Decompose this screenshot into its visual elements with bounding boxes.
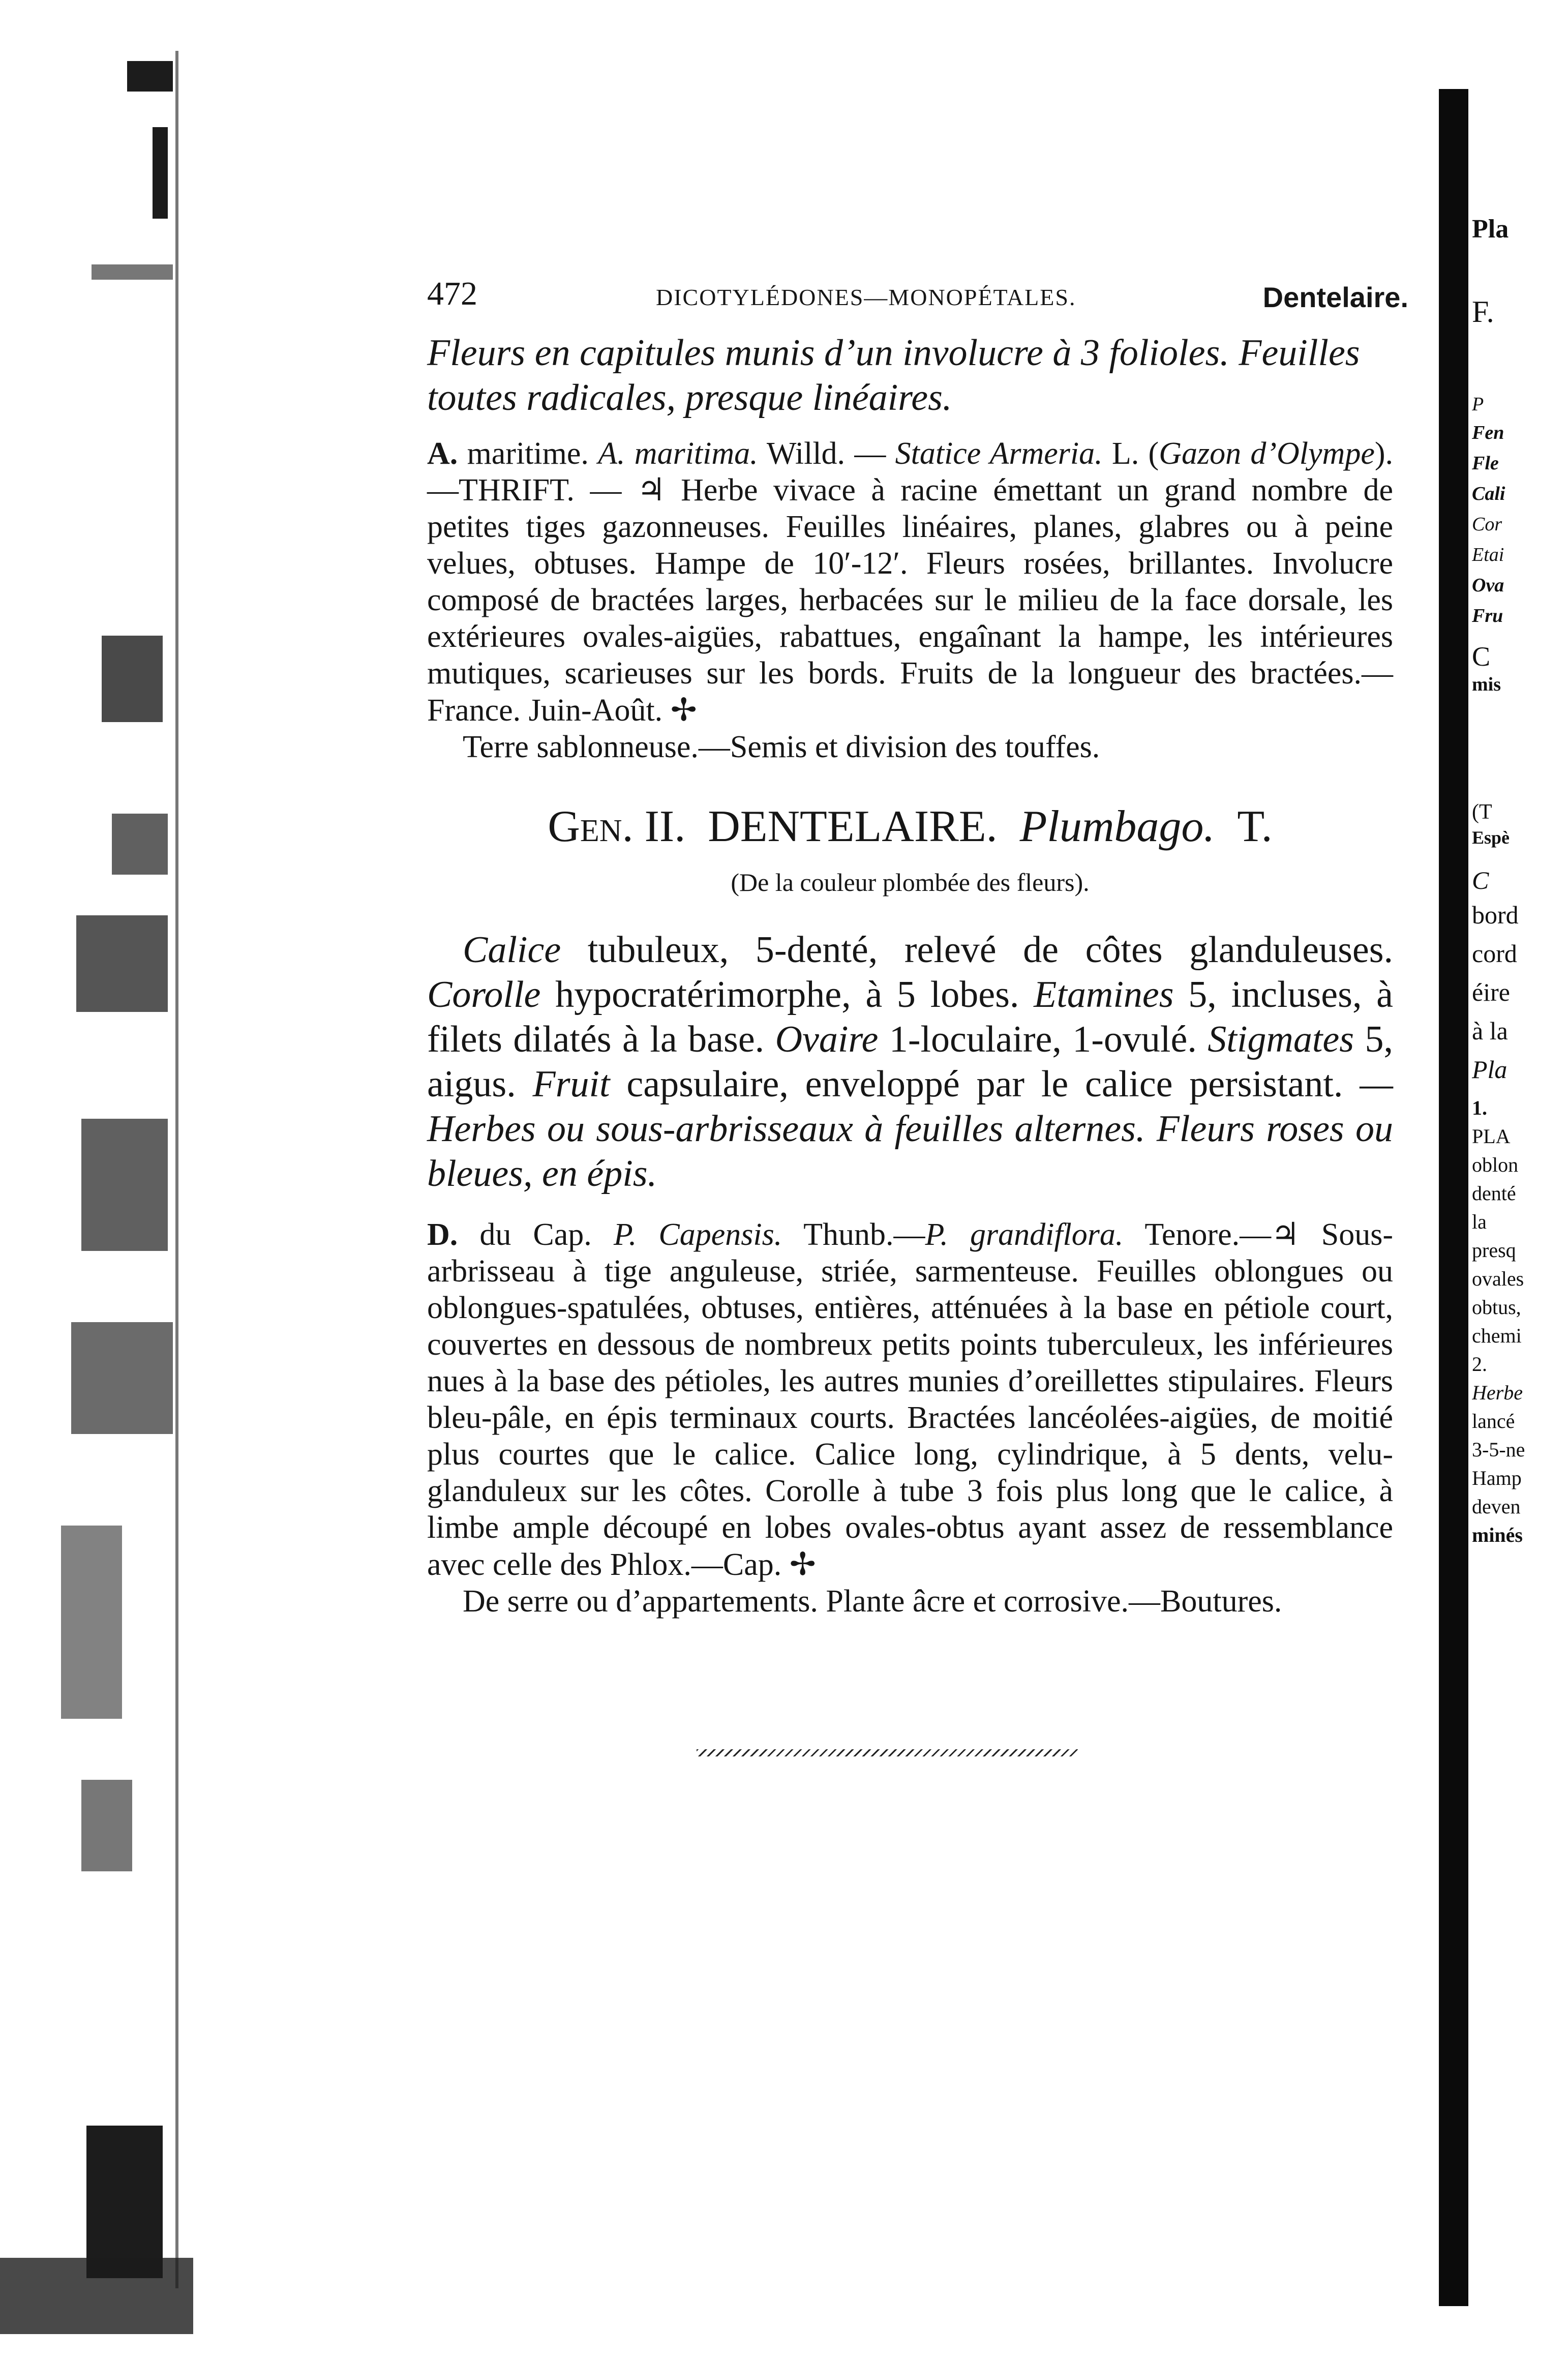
- page-number: 472: [427, 275, 477, 312]
- fragment: Fle: [1472, 453, 1499, 474]
- cross-symbol-icon: ✢: [789, 1545, 816, 1582]
- running-head: [427, 275, 1408, 325]
- fragment: éire: [1472, 978, 1510, 1006]
- fragment: ovales: [1472, 1267, 1524, 1290]
- species-culture: Terre sablonneuse.—Semis et division des touffes.: [463, 730, 1100, 764]
- running-word: Dentelaire.: [1262, 281, 1408, 313]
- corolle-label: Corolle: [427, 974, 541, 1016]
- fragment: 3-5-ne: [1472, 1438, 1525, 1461]
- fragment: Herbe: [1472, 1381, 1523, 1404]
- fragment: 2.: [1472, 1353, 1487, 1376]
- fragment: Pla: [1472, 215, 1509, 244]
- fragment: Ova: [1472, 575, 1504, 596]
- species-synonym: P. grandiflora.: [925, 1217, 1124, 1252]
- genus-name: DENTELAIRE.: [708, 802, 998, 851]
- fragment: PLA: [1472, 1125, 1511, 1148]
- fragment: P: [1472, 394, 1484, 415]
- fragment: obtus,: [1472, 1296, 1521, 1319]
- fragment: Fen: [1472, 422, 1504, 443]
- fragment: F.: [1472, 295, 1494, 329]
- fragment: deven: [1472, 1495, 1521, 1518]
- genus-latin: Plumbago.: [1019, 802, 1215, 851]
- vernacular-name: Gazon d’Olympe: [1159, 436, 1375, 471]
- fragment: Fru: [1472, 605, 1503, 626]
- etamines-text: 5, incluses, à filets dilatés à la base.: [427, 974, 1394, 1060]
- fragment: Espè: [1472, 827, 1510, 848]
- species-latin-name: P. Capensis.: [613, 1217, 782, 1252]
- fragment: Hamp: [1472, 1467, 1522, 1489]
- calice-text: tubuleux, 5-denté, relevé de côtes glanduleuses.: [587, 929, 1394, 971]
- stigmates-label: Stigmates: [1208, 1019, 1354, 1060]
- genus-number: II.: [644, 802, 686, 851]
- ovaire-text: 1-loculaire, 1-ovulé.: [889, 1019, 1197, 1060]
- running-title: DICOTYLÉDONES—MONOPÉTALES.: [656, 284, 1076, 310]
- fragment: mis: [1472, 674, 1501, 695]
- fragment: C: [1472, 866, 1489, 894]
- species-author: Willd. —: [766, 436, 886, 471]
- species-initial: D.: [427, 1217, 458, 1252]
- section-lead-in: Fleurs en capitules munis d’un involucre à 3 folioles. Feuilles toutes radicales, presque linéaires.: [427, 332, 1360, 419]
- fragment: à la: [1472, 1017, 1508, 1045]
- fragment: Etai: [1472, 544, 1504, 565]
- genus-author: T.: [1237, 802, 1273, 851]
- scan-binding-strip: [0, 0, 198, 2359]
- species-initial: A.: [427, 436, 458, 471]
- fruit-text: capsulaire, enveloppé par le calice persistant.: [626, 1063, 1343, 1105]
- book-page: [427, 275, 1408, 1620]
- species-author: Thunb.—: [803, 1217, 925, 1252]
- next-page-fragments: [1472, 215, 1568, 1549]
- synonym-author: L. (: [1111, 436, 1159, 471]
- fragment: C: [1472, 641, 1491, 672]
- fragment: Pla: [1472, 1055, 1507, 1084]
- calice-label: Calice: [463, 929, 561, 971]
- fragment: presq: [1472, 1239, 1516, 1262]
- species-culture: De serre ou d’appartements. Plante âcre et corrosive.—Boutures.: [463, 1584, 1282, 1619]
- etamines-label: Etamines: [1034, 974, 1174, 1016]
- fragment: 1.: [1472, 1096, 1487, 1119]
- genus-etymology: (De la couleur plombée des fleurs).: [731, 868, 1090, 897]
- ovaire-label: Ovaire: [775, 1019, 879, 1060]
- genus-description: [427, 928, 1393, 1196]
- fragment: denté: [1472, 1182, 1516, 1205]
- genus-heading: [427, 801, 1393, 852]
- next-page-shadow-bar: [1439, 89, 1468, 2306]
- fragment: chemi: [1472, 1324, 1522, 1347]
- section-end-ornament: [697, 1749, 1078, 1756]
- species-description: — ♃ Herbe vivace à racine émettant un grand nombre de petites tiges gazonneuses. Feuilles linéaires, planes, glabres ou à peine velues, obtuses. Hampe de 10′-12′. Fleurs rosées, brillantes. Involucre composé de bractées larges, herbacées sur le milieu de la face dorsale, les extérieures ovales-aigües, rabattues, engaînant la hampe, les intérieures mutiques, scarieuses sur les bords. Fruits de la longueur des bractées.—France. Juin-Août.: [427, 473, 1393, 728]
- fragment: cord: [1472, 939, 1517, 968]
- species-latin-name: A. maritima.: [598, 436, 758, 471]
- fragment: (T: [1472, 800, 1492, 824]
- species-common-name: maritime.: [467, 436, 589, 471]
- genus-prefix: Gen.: [548, 802, 634, 851]
- fragment: Cor: [1472, 514, 1502, 535]
- species-description: Sous-arbrisseau à tige anguleuse, striée, sarmenteuse. Feuilles oblongues ou oblongues-spatulées, obtuses, entières, atténuées à la base en pétiole court, couvertes en dessous de nombreux petits points tuberculeux, les inférieures nues à la base des pétioles, les autres munies d’oreillettes stipulaires. Fleurs bleu-pâle, en épis terminaux courts. Bractées lancéolées-aigües, de moitié plus courtes que le calice. Calice long, cylindrique, à 5 dents, velu-glanduleux sur les côtes. Corolle à tube 3 fois plus long que le calice, à limbe ample découpé en lobes ovales-obtus ayant assez de ressemblance avec celle des Phlox.—Cap.: [427, 1217, 1394, 1582]
- fragment: minés: [1472, 1524, 1523, 1546]
- fragment: la: [1472, 1210, 1487, 1233]
- corolle-text: hypocratérimorphe, à 5 lobes.: [555, 974, 1019, 1016]
- cross-symbol-icon: ✢: [670, 691, 697, 728]
- synonym-author: Tenore.—♃: [1144, 1217, 1300, 1252]
- fruit-label: Fruit: [532, 1063, 610, 1105]
- species-entry-armeria: A. maritime. A. maritima. Willd. — Statice Armeria. L. (Gazon d’Olympe).—THRIFT. — ♃ Herbe vivace à racine émettant un grand nombre de petites tiges gazonneuses. Feuilles linéaires, planes, glabres ou à peine velues, obtuses. Hampe de 10′-12′. Fleurs rosées, brillantes. Involucre composé de bractées larges, herbacées sur le milieu de la face dorsale, les extérieures ovales-aigües, rabattues, engaînant la hampe, les intérieures mutiques, scarieuses sur les bords. Fruits de la longueur des bractées.—France. Juin-Août. ✢: [427, 436, 1393, 728]
- species-common-name: du Cap.: [479, 1217, 592, 1252]
- species-synonym: Statice Armeria.: [895, 436, 1103, 471]
- genus-habit: —Herbes ou sous-arbrisseaux à feuilles alternes. Fleurs roses ou bleues, en épis.: [427, 1063, 1394, 1195]
- fragment: bord: [1472, 901, 1519, 929]
- stigmates-text: 5, aigus.: [427, 1019, 1393, 1105]
- species-entry-capensis: [427, 1216, 1393, 1583]
- fragment: oblon: [1472, 1153, 1519, 1176]
- fragment: Cali: [1472, 483, 1505, 504]
- english-name: THRIFT.: [459, 473, 575, 507]
- fragment: lancé: [1472, 1410, 1515, 1432]
